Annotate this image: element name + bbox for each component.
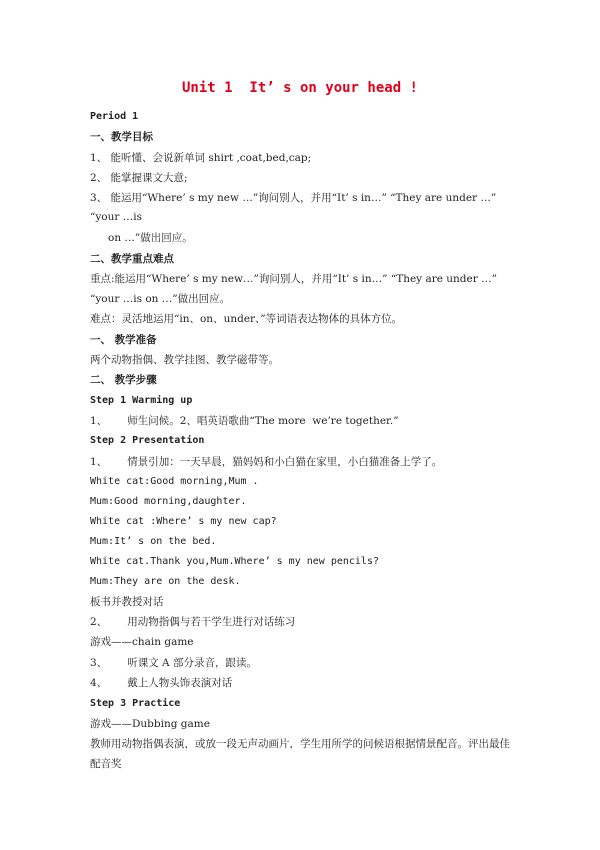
step2-item: 板书并教授对话: [90, 596, 164, 608]
objective-item: “your …is: [90, 211, 142, 223]
step2-item: 4、 戴上人物头饰表演对话: [90, 677, 233, 689]
step2-item: 2、 用动物指偶与若干学生进行对话练习: [90, 616, 296, 628]
step2-item: 3、 听课文 A 部分录音，跟读。: [90, 657, 257, 669]
step2-item: 游戏——chain game: [90, 636, 194, 648]
dialogue-line: White cat :Where’ s my new cap?: [90, 516, 277, 527]
section-heading-key-points: 二、教学重点难点: [90, 253, 174, 265]
objective-item: on …”做出回应。: [108, 232, 193, 244]
objective-item: 2、 能掌握课文大意;: [90, 172, 188, 184]
dialogue-line: Mum:Good morning,daughter.: [90, 496, 247, 507]
step3-heading: Step 3 Practice: [90, 698, 181, 709]
step3-item: 游戏——Dubbing game: [90, 718, 210, 730]
period-label: Period 1: [90, 111, 139, 122]
step1-item: 1、 师生问候。2、唱英语歌曲“The more we’re together.”: [90, 415, 399, 427]
section-heading-preparation: 一、 教学准备: [90, 334, 157, 346]
objective-item: 3、 能运用“Where’ s my new …”询问别人，并用“It’ s in…” “They are under …”: [90, 192, 497, 204]
objective-item: 1、 能听懂、会说新单词 shirt ,coat,bed,cap;: [90, 152, 312, 164]
key-point-item: “your …is on …”做出回应。: [90, 293, 231, 305]
section-heading-objectives: 一、教学目标: [90, 131, 153, 143]
dialogue-line: Mum:They are on the desk.: [90, 576, 241, 587]
step1-heading: Step 1 Warming up: [90, 395, 193, 406]
step2-item: 1、 情景引加：一天早晨，猫妈妈和小白猫在家里，小白猫准备上学了。: [90, 456, 443, 468]
preparation-item: 两个动物指偶、教学挂图、教学磁带等。: [90, 354, 279, 366]
step3-item: 配音奖: [90, 758, 122, 770]
document-title: Unit 1 It’ s on your head !: [181, 80, 418, 96]
step2-heading: Step 2 Presentation: [90, 435, 205, 446]
key-point-item: 重点:能运用“Where’ s my new…”询问别人，并用“It’ s in…” “They are under …”: [90, 273, 497, 285]
dialogue-line: White cat.Thank you,Mum.Where’ s my new pencils?: [90, 556, 379, 567]
dialogue-line: Mum:It’ s on the bed.: [90, 536, 217, 547]
section-heading-steps: 二、 教学步骤: [90, 374, 157, 386]
dialogue-line: White cat:Good morning,Mum .: [90, 476, 259, 487]
step3-item: 教师用动物指偶表演，或放一段无声动画片，学生用所学的问候语根据情景配音。评出最佳: [90, 738, 510, 750]
key-point-item: 难点：灵活地运用“in、on、under、”等词语表达物体的具体方位。: [90, 313, 403, 325]
